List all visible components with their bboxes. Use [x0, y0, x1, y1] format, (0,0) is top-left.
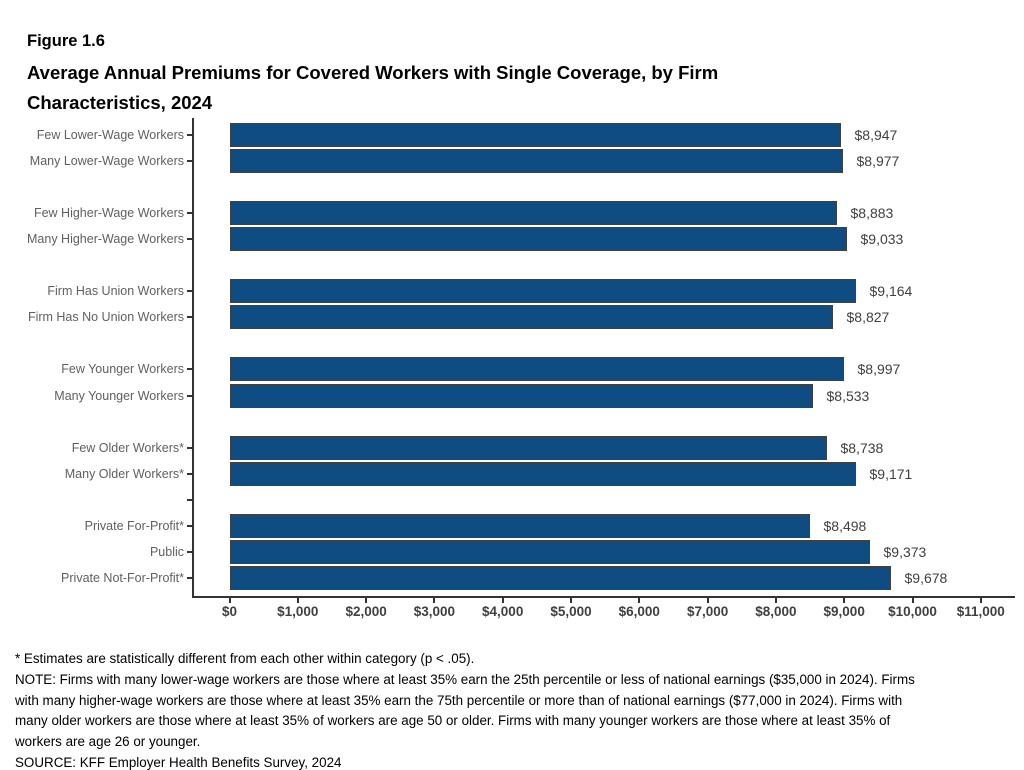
y-axis-tick [187, 447, 192, 449]
x-axis-tick [502, 598, 504, 603]
category-label: Few Higher-Wage Workers [33, 206, 184, 221]
bar [230, 357, 844, 381]
footnote-asterisk: * Estimates are statistically different from each other within category (p < .05). [15, 651, 475, 666]
x-axis-tick-label: $2,000 [345, 604, 387, 619]
bar [230, 279, 856, 303]
y-axis-tick [187, 316, 192, 318]
y-axis-tick [187, 290, 192, 292]
bar [230, 462, 856, 486]
y-axis-tick [187, 368, 192, 370]
bar [230, 305, 833, 329]
footnote-note-line-2: with many higher-wage workers are those where at least 35% earn the 75th percentile or more than of national earnings ($77,000 in 2024). Firms with [15, 692, 903, 708]
bar [230, 149, 843, 173]
category-label: Few Lower-Wage Workers [36, 128, 184, 142]
value-label: $9,164 [869, 283, 913, 300]
y-axis-tick [187, 551, 192, 553]
category-label: Private For-Profit* [84, 518, 184, 533]
x-axis-tick [297, 598, 299, 603]
x-axis-tick-label: $10,000 [888, 604, 937, 619]
category-label: Many Higher-Wage Workers [27, 232, 184, 247]
bar [230, 123, 841, 147]
x-axis-tick [365, 598, 367, 603]
x-axis-tick-label: $4,000 [482, 604, 524, 619]
y-axis-tick [187, 134, 192, 136]
category-label: Few Older Workers* [71, 440, 184, 455]
value-label: $8,738 [840, 439, 884, 456]
x-axis-tick [843, 598, 845, 603]
x-axis-tick [229, 598, 231, 603]
y-axis-tick [187, 577, 192, 579]
category-label: Many Younger Workers [54, 388, 184, 403]
x-axis-tick-label: $9,000 [823, 604, 865, 619]
value-label: $8,977 [856, 153, 900, 170]
category-label: Private Not-For-Profit* [61, 570, 184, 585]
footnote-note-line-4: workers are age 26 or younger. [15, 734, 201, 750]
x-axis-tick-label: $11,000 [956, 604, 1005, 619]
category-label: Few Younger Workers [61, 362, 184, 377]
y-axis-tick [187, 238, 192, 240]
figure-label: Figure 1.6 [27, 32, 105, 50]
bar [230, 227, 847, 251]
category-label: Many Older Workers* [64, 466, 184, 481]
category-label: Public [149, 544, 184, 559]
x-axis-line [192, 596, 1015, 598]
x-axis-tick-label: $1,000 [277, 604, 319, 619]
y-axis-tick [187, 525, 192, 527]
value-label: $8,997 [857, 361, 901, 378]
value-label: $9,033 [860, 231, 904, 248]
x-axis-tick-label: $5,000 [550, 604, 592, 619]
y-axis-tick-unlabeled [187, 499, 192, 501]
value-label: $9,373 [883, 543, 927, 560]
y-axis-line [192, 118, 194, 598]
value-label: $8,883 [850, 205, 894, 222]
bar [230, 566, 891, 590]
value-label: $8,498 [823, 517, 867, 534]
footnote-note-line-3: many older workers are those where at least 35% of workers are age 50 or older. Firms with many younger workers are those where at least 35% of [15, 713, 891, 729]
footnote-note-line-1: NOTE: Firms with many lower-wage workers are those where at least 35% earn the 25th percentile or less of national earnings ($35,000 in 2024). Firms [15, 671, 915, 687]
x-axis-tick-label: $0 [221, 604, 238, 619]
x-axis-tick-label: $6,000 [618, 604, 660, 619]
x-axis-tick [638, 598, 640, 603]
category-label: Firm Has No Union Workers [27, 310, 184, 325]
x-axis-tick-label: $3,000 [413, 604, 456, 619]
chart-title-line-2: Characteristics, 2024 [27, 92, 213, 113]
bar [230, 436, 827, 460]
x-axis-tick [707, 598, 709, 603]
bar [230, 201, 837, 225]
footnote-source: SOURCE: KFF Employer Health Benefits Survey, 2024 [15, 754, 342, 770]
category-label: Firm Has Union Workers [47, 284, 184, 299]
x-axis-tick [980, 598, 982, 603]
footnotes [15, 649, 915, 770]
y-axis-tick [187, 395, 192, 397]
bar [230, 514, 810, 538]
x-axis-tick [775, 598, 777, 603]
x-axis-tick [570, 598, 572, 603]
y-axis-tick [187, 212, 192, 214]
value-label: $9,171 [869, 465, 913, 482]
x-axis-tick-label: $8,000 [755, 604, 797, 619]
bar [230, 540, 870, 564]
x-axis-tick [433, 598, 435, 603]
bar [230, 384, 813, 408]
chart-title-line-1: Average Annual Premiums for Covered Workers with Single Coverage, by Firm [27, 62, 719, 83]
value-label: $8,947 [854, 127, 898, 143]
value-label: $8,533 [826, 387, 870, 404]
category-label: Many Lower-Wage Workers [29, 154, 184, 169]
x-axis-tick-label: $7,000 [686, 604, 729, 619]
y-axis-tick [187, 160, 192, 162]
x-axis-tick [912, 598, 914, 603]
y-axis-tick [187, 473, 192, 475]
value-label: $9,678 [904, 569, 948, 586]
value-label: $8,827 [846, 309, 890, 326]
